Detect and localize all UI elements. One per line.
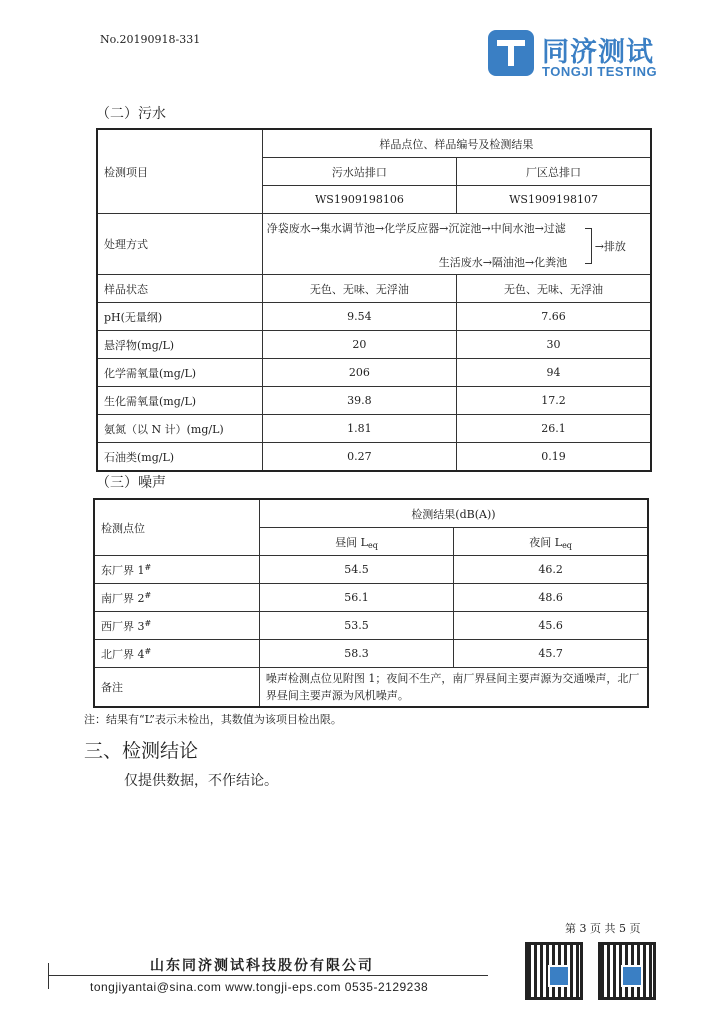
row-item: 样品状态 xyxy=(97,275,262,303)
process-bracket xyxy=(585,228,592,264)
wastewater-section-title: （二）污水 xyxy=(96,106,166,122)
row-value-2: 无色、无味、无浮油 xyxy=(457,275,651,303)
row-day: 56.1 xyxy=(259,584,453,612)
process-label: 处理方式 xyxy=(97,214,262,275)
table-row xyxy=(94,612,648,640)
row-night: 46.2 xyxy=(454,556,648,584)
remark-text: 噪声检测点位见附图 1；夜间不生产，南厂界昼间主要声源为交通噪声，北厂界昼间主要声源为风机噪声。 xyxy=(259,668,648,708)
row-value-2: 17.2 xyxy=(457,387,651,415)
table-row xyxy=(94,556,648,584)
point-label: 北厂界 4 xyxy=(101,647,145,661)
row-night: 45.6 xyxy=(454,612,648,640)
row-point xyxy=(94,584,259,612)
day-label: 昼间 L xyxy=(335,535,368,549)
page-number: 第 3 页 共 5 页 xyxy=(565,922,641,935)
footer-divider xyxy=(48,975,488,976)
noise-table xyxy=(93,498,649,708)
row-point xyxy=(94,640,259,668)
point-2: 厂区总排口 xyxy=(457,158,651,186)
row-day: 54.5 xyxy=(259,556,453,584)
row-value-1: 20 xyxy=(262,331,456,359)
row-value-2: 30 xyxy=(457,331,651,359)
row-item: pH(无量纲) xyxy=(97,303,262,331)
point-label: 西厂界 3 xyxy=(101,619,145,633)
point-mark: # xyxy=(144,618,152,628)
point-label: 东厂界 1 xyxy=(101,563,145,577)
point-label: 南厂界 2 xyxy=(101,591,145,605)
table-row xyxy=(97,359,651,387)
row-value-2: 0.19 xyxy=(457,443,651,472)
night-label: 夜间 L xyxy=(529,535,563,549)
table-row xyxy=(94,640,648,668)
night-subscript: eq xyxy=(562,540,572,550)
process-cell xyxy=(262,214,651,275)
row-item: 悬浮物(mg/L) xyxy=(97,331,262,359)
head-point: 检测点位 xyxy=(94,499,259,556)
conclusion-text: 仅提供数据，不作结论。 xyxy=(124,773,278,789)
day-subscript: eq xyxy=(368,540,378,550)
logo-text-cn: 同济测试 xyxy=(542,37,654,68)
row-value-1: 1.81 xyxy=(262,415,456,443)
point-mark: # xyxy=(144,646,152,656)
table-row xyxy=(94,584,648,612)
table-row xyxy=(97,303,651,331)
row-value-1: 无色、无味、无浮油 xyxy=(262,275,456,303)
head-result: 检测结果(dB(A)) xyxy=(259,499,648,528)
qr-logo-icon xyxy=(548,965,570,987)
row-value-2: 7.66 xyxy=(457,303,651,331)
table-row xyxy=(97,415,651,443)
conclusion-title: 三、检测结论 xyxy=(84,740,199,762)
process-line-2: 生活废水→隔油池→化粪池 xyxy=(438,256,568,269)
head-item: 检测项目 xyxy=(97,129,262,214)
qr-code-icon xyxy=(525,942,583,1000)
point-mark: # xyxy=(144,562,152,572)
row-point xyxy=(94,556,259,584)
note-text: 注：结果有“L”表示未检出，其数值为该项目检出限。 xyxy=(84,713,342,726)
head-group: 样品点位、样品编号及检测结果 xyxy=(262,129,651,158)
row-value-1: 0.27 xyxy=(262,443,456,472)
row-item: 石油类(mg/L) xyxy=(97,443,262,472)
row-night: 48.6 xyxy=(454,584,648,612)
sample-code-1: WS1909198106 xyxy=(262,186,456,214)
row-night: 45.7 xyxy=(454,640,648,668)
row-day: 53.5 xyxy=(259,612,453,640)
footer-company: 山东同济测试科技股份有限公司 xyxy=(150,958,374,974)
table-row xyxy=(97,443,651,472)
sample-code-2: WS1909198107 xyxy=(457,186,651,214)
row-item: 化学需氧量(mg/L) xyxy=(97,359,262,387)
head-day xyxy=(259,528,453,556)
process-output: →排放 xyxy=(594,240,626,253)
footer-divider-mark xyxy=(48,963,49,989)
logo-mark-icon xyxy=(488,30,534,76)
company-logo xyxy=(488,30,668,82)
row-item: 氨氮（以 N 计）(mg/L) xyxy=(97,415,262,443)
report-number: No.20190918-331 xyxy=(100,33,201,46)
process-line-1: 净袋废水→集水调节池→化学反应器→沉淀池→中间水池→过滤 xyxy=(266,222,566,235)
row-day: 58.3 xyxy=(259,640,453,668)
row-point xyxy=(94,612,259,640)
logo-text-en: TONGJI TESTING xyxy=(542,64,658,79)
table-row xyxy=(97,275,651,303)
row-value-1: 9.54 xyxy=(262,303,456,331)
head-night xyxy=(454,528,648,556)
qr-code-icon xyxy=(598,942,656,1000)
row-value-2: 26.1 xyxy=(457,415,651,443)
row-item: 生化需氧量(mg/L) xyxy=(97,387,262,415)
row-value-1: 39.8 xyxy=(262,387,456,415)
table-row xyxy=(97,387,651,415)
row-value-1: 206 xyxy=(262,359,456,387)
footer-contact: tongjiyantai@sina.com www.tongji-eps.com 0535-2129238 xyxy=(90,980,429,994)
point-mark: # xyxy=(144,590,152,600)
qr-logo-icon xyxy=(621,965,643,987)
row-value-2: 94 xyxy=(457,359,651,387)
remark-label: 备注 xyxy=(94,668,259,708)
noise-section-title: （三）噪声 xyxy=(96,475,166,491)
table-row xyxy=(97,331,651,359)
point-1: 污水站排口 xyxy=(262,158,456,186)
wastewater-table xyxy=(96,128,652,472)
